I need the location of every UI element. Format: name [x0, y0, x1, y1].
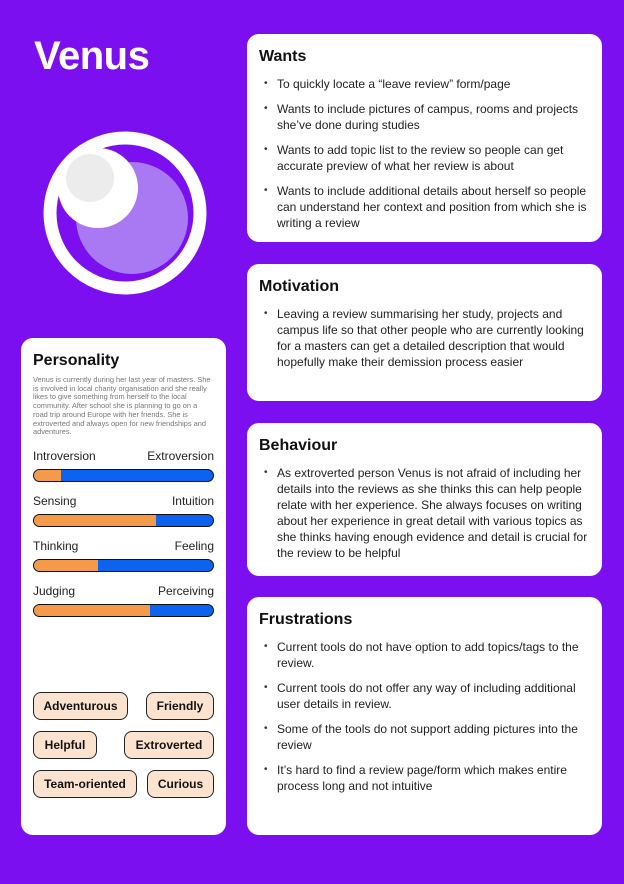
- motivation-card: [247, 264, 602, 401]
- avatar-icon: [40, 128, 210, 298]
- trait-left-label: Sensing: [33, 493, 77, 508]
- personality-bio: Venus is currently during her last year of masters. She is involved in local charity organisation and she really likes to give something from herself to the local community. After school she is planning to go on a road trip around Europe with her friends. She is extroverted and always open for new friendships and adventures.: [33, 375, 211, 437]
- trait-right-label: Perceiving: [157, 583, 214, 598]
- list-item: • To quickly locate a “leave review” form/page: [259, 76, 588, 92]
- list-item: • It’s hard to find a review page/form which makes entire process long and not intuitive: [259, 762, 588, 794]
- tag-extroverted: Extroverted: [124, 731, 214, 759]
- list-item: • Wants to add topic list to the review so people can get accurate preview of what her review is about: [259, 142, 588, 174]
- trait-right-label: Intuition: [171, 493, 214, 508]
- trait-right-label: Extroversion: [147, 448, 214, 463]
- wants-title: Wants: [259, 48, 307, 65]
- trait-left-label: Judging: [33, 583, 76, 598]
- trait-sensing-intuition: [33, 494, 214, 527]
- list-item: • Current tools do not have option to add topics/tags to the review.: [259, 639, 588, 671]
- personality-title: Personality: [33, 352, 120, 369]
- tag-friendly: Friendly: [146, 692, 214, 720]
- trait-bar-fill: [34, 560, 98, 571]
- list-item: • Leaving a review summarising her study, projects and campus life so that other people who are currently looking for a masters can get a detailed description that would hopefully make their demission process easier: [259, 306, 588, 370]
- frustrations-title: Frustrations: [259, 611, 353, 628]
- tag-curious: Curious: [147, 770, 214, 798]
- trait-introversion-extroversion: [33, 449, 214, 482]
- motivation-title: Motivation: [259, 278, 339, 295]
- trait-bar: [33, 469, 214, 482]
- trait-bar-fill: [34, 515, 156, 526]
- trait-bar: [33, 514, 214, 527]
- behaviour-title: Behaviour: [259, 437, 338, 454]
- tag-helpful: Helpful: [33, 731, 97, 759]
- tag-team-oriented: Team-oriented: [33, 770, 137, 798]
- personality-card: [21, 338, 226, 835]
- motivation-list: [259, 306, 588, 370]
- trait-right-label: Feeling: [174, 538, 214, 553]
- frustrations-card: [247, 597, 602, 835]
- behaviour-card: [247, 423, 602, 576]
- frustrations-list: [259, 639, 588, 794]
- list-item: • Some of the tools do not support adding pictures into the review: [259, 721, 588, 753]
- trait-bar-fill: [34, 605, 150, 616]
- trait-left-label: Introversion: [33, 448, 96, 463]
- list-item: • As extroverted person Venus is not afraid of including her details into the reviews as she thinks this can help people relate with her experience. She always focuses on writing about her experience in great detail with various topics as she thinks having enough evidence and detail is crucial for the review to be helpful: [259, 465, 588, 561]
- list-item: • Wants to include additional details about herself so people can understand her context and position from which she is writing a review: [259, 183, 588, 231]
- trait-left-label: Thinking: [33, 538, 79, 553]
- trait-bar-fill: [34, 470, 61, 481]
- wants-card: [247, 34, 602, 242]
- trait-bar: [33, 559, 214, 572]
- trait-bar: [33, 604, 214, 617]
- list-item: • Current tools do not offer any way of including additional user details in review.: [259, 680, 588, 712]
- trait-judging-perceiving: [33, 584, 214, 617]
- tag-adventurous: Adventurous: [33, 692, 128, 720]
- trait-thinking-feeling: [33, 539, 214, 572]
- persona-name: Venus: [34, 34, 150, 78]
- list-item: • Wants to include pictures of campus, rooms and projects she’ve done during studies: [259, 101, 588, 133]
- wants-list: [259, 76, 588, 231]
- behaviour-list: [259, 465, 588, 561]
